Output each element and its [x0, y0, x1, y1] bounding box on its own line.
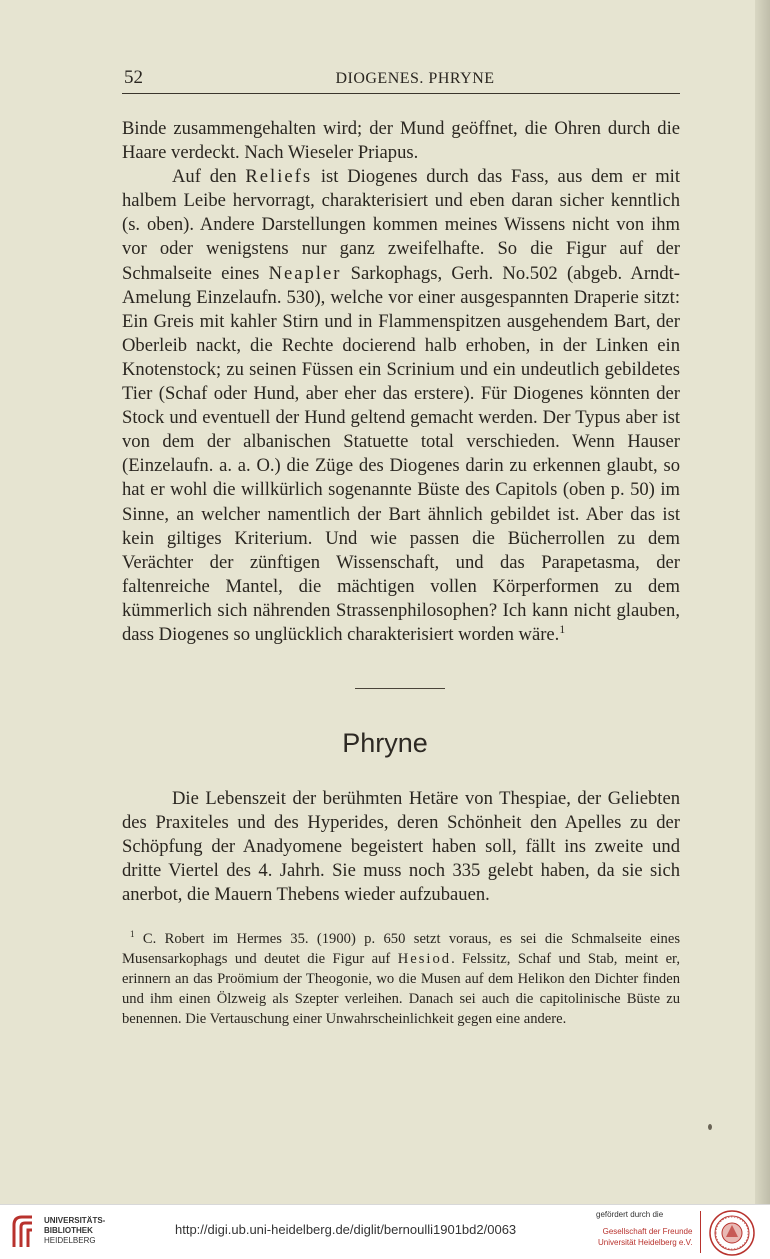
running-head — [122, 67, 680, 93]
sponsor-line: Gesellschaft der Freunde — [602, 1227, 693, 1236]
page-edge-shadow — [755, 0, 770, 1204]
paragraph: Die Lebenszeit der berühmten Hetäre von Thespiae, der Geliebten des Praxiteles und des Hyperides, deren Schönheit den Apelles zu der Schöpfung der Anadyomene begeistert haben soll, fällt ins zweite und dritte Viertel des 4. Jahrh. Sie muss noch 335 gelebt haben, da sie sich anerbot, die Mauern Thebens wieder aufzubauen. — [122, 788, 680, 906]
text-run: Auf den — [172, 166, 246, 188]
footnote-mark: 1 — [130, 929, 135, 940]
page-number: 52 — [124, 67, 143, 88]
sponsor-line: Universität Heidelberg e.V. — [598, 1238, 693, 1247]
sponsor-label: gefördert durch die — [596, 1210, 664, 1219]
text-run: . Felssitz, Schaf und Stab, meint er, erinnern an das Proömium der Theogonie, wo die Musen auf dem Helikon den Dichter finden und ihm einen Ölzweig als Szepter verleihen. Danach sei auch die capitolinische Büste zu benennen. Die Vertauschung einer Unwahrscheinlichkeit gegen eine andere. — [122, 951, 680, 1028]
footnote — [122, 929, 680, 1029]
diogenes-text — [122, 117, 680, 647]
phryne-text — [122, 787, 680, 907]
spaced-term: Hesiod — [397, 951, 452, 968]
paragraph: Binde zusammengehalten wird; der Mund geöffnet, die Ohren durch die Haare verdeckt. Nach Wieseler Priapus. — [122, 118, 680, 164]
sponsor-name[interactable] — [598, 1226, 692, 1248]
footnote-reference[interactable]: 1 — [559, 623, 566, 636]
spaced-term: Reliefs — [245, 166, 313, 188]
running-head-title: DIOGENES. PHRYNE — [335, 70, 495, 87]
footer-bar — [0, 1204, 770, 1259]
permalink-url[interactable]: http://digi.ub.uni-heidelberg.de/diglit/bernoulli1901bd2/0063 — [175, 1222, 517, 1237]
library-name[interactable] — [44, 1216, 105, 1246]
library-name-line: BIBLIOTHEK — [44, 1226, 93, 1235]
library-name-line: HEIDELBERG — [44, 1236, 96, 1245]
running-head-rule — [122, 93, 680, 94]
section-heading: Phryne — [342, 728, 428, 758]
text-run: Sarkophags, Gerh. No.502 (abgeb. Arndt-Amelung Einzelaufn. 530), welche vor einer ausgespannten Draperie sitzt: Ein Greis mit kahler Stirn und in Flammenspitzen ausgehendem Bart, der Oberleib nackt, die Rechte docierend halb erhoben, in der Linken ein Knotenstock; zu seinen Füssen ein Scrinium und ein undeutlich gebildetes Tier (Schaf oder Hund, aber eher das erstere). Für Diogenes könnten der Stock und eventuell der Hund geltend gemacht werden. Der Typus aber ist von dem der albanischen Statuette total verschieden. Wenn Hauser (Einzelaufn. a. a. O.) die Züge des Diogenes darin zu erkennen glaubt, so hat er wohl die willkürlich sogenannte Büste des Capitols (oben p. 50) im Sinne, an welcher namentlich der Bart ähnlich gebildet ist. Aber das ist kein giltiges Kriterium. Und wie passen die Bücherrollen zu dem Verächter der zünftigen Wissenschaft, und das Parapetasma, der faltenreiche Mantel, die mächtigen vollen Körperformen zu dem kümmerlich sich nährenden Strassenphilosophen? Ich kann nicht glauben, dass Diogenes so unglücklich charakterisiert worden wäre. — [122, 262, 680, 645]
library-name-line: UNIVERSITÄTS- — [44, 1216, 106, 1225]
text-run: ist Diogenes durch das Fass, aus dem er mit halbem Leibe hervorragt, charakterisiert und eben daran sicher kenntlich (s. oben). Andere Darstellungen kommen meines Wissens nicht von ihm vor oder wenigstens nur ganz zweifelhafte. So die Figur auf der Schmalseite eines — [122, 166, 680, 284]
spaced-term: Neapler — [268, 262, 342, 284]
library-logo-icon[interactable] — [8, 1213, 38, 1251]
footer-divider — [700, 1211, 701, 1253]
paragraph-reliefs — [122, 165, 680, 647]
section-divider — [355, 688, 445, 689]
text-run: C. Robert im Hermes 35. (1900) p. 650 setzt voraus, es sei die Schmalseite eines Musensarkophags und deutet die Figur auf — [122, 931, 680, 968]
footnote-text — [122, 929, 680, 1029]
university-seal-icon[interactable] — [708, 1209, 756, 1257]
paper-speck — [708, 1124, 712, 1130]
